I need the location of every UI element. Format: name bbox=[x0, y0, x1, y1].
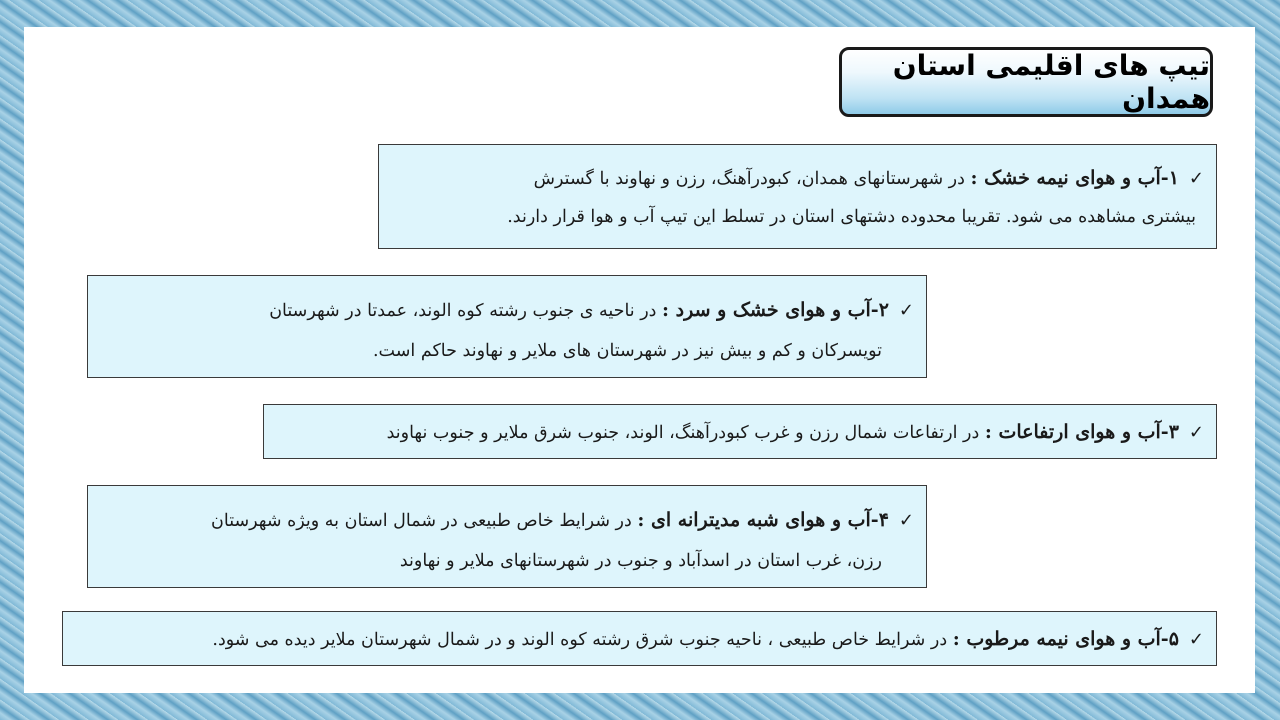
item-heading: ۱-آب و هوای نیمه خشک : bbox=[970, 167, 1179, 189]
item-text-continued: بیشتری مشاهده می شود. تقریبا محدوده دشتهای استان در تسلط این تیپ آب و هوا قرار دارند. bbox=[507, 207, 1196, 227]
climate-item-5 bbox=[62, 611, 1217, 666]
slide bbox=[24, 27, 1255, 693]
item-heading: ۴-آب و هوای شبه مدیترانه ای : bbox=[637, 509, 889, 531]
climate-item-3 bbox=[263, 404, 1217, 459]
check-icon: ✓ bbox=[898, 510, 914, 531]
item-text-continued: رزن، غرب استان در اسدآباد و جنوب در شهرستانهای ملایر و نهاوند bbox=[399, 551, 882, 571]
climate-item-2 bbox=[87, 275, 927, 378]
item-heading: ۲-آب و هوای خشک و سرد : bbox=[662, 299, 889, 321]
slide-title: تیپ های اقلیمی استان همدان bbox=[892, 49, 1210, 115]
item-text: در شهرستانهای همدان، کبودرآهنگ، رزن و نهاوند با گسترش bbox=[533, 169, 971, 189]
item-text-continued: تویسرکان و کم و بیش نیز در شهرستان های ملایر و نهاوند حاکم است. bbox=[372, 341, 882, 361]
check-icon: ✓ bbox=[1188, 168, 1204, 189]
climate-item-1 bbox=[378, 144, 1217, 249]
title-box bbox=[839, 47, 1213, 117]
check-icon: ✓ bbox=[1188, 422, 1204, 443]
check-icon: ✓ bbox=[1188, 629, 1204, 650]
item-text: در شرایط خاص طبیعی ، ناحیه جنوب شرق رشته کوه الوند و در شمال شهرستان ملایر دیده می شود. bbox=[212, 630, 953, 650]
item-heading: ۳-آب و هوای ارتفاعات : bbox=[984, 421, 1179, 443]
item-text: در ناحیه ی جنوب رشته کوه الوند، عمدتا در شهرستان bbox=[269, 301, 663, 321]
item-heading: ۵-آب و هوای نیمه مرطوب : bbox=[952, 628, 1179, 650]
check-icon: ✓ bbox=[898, 300, 914, 321]
item-text: در شرایط خاص طبیعی در شمال استان به ویژه شهرستان bbox=[211, 511, 638, 531]
climate-item-4 bbox=[87, 485, 927, 588]
item-text: در ارتفاعات شمال رزن و غرب کبودرآهنگ، الوند، جنوب شرق ملایر و جنوب نهاوند bbox=[386, 423, 985, 443]
